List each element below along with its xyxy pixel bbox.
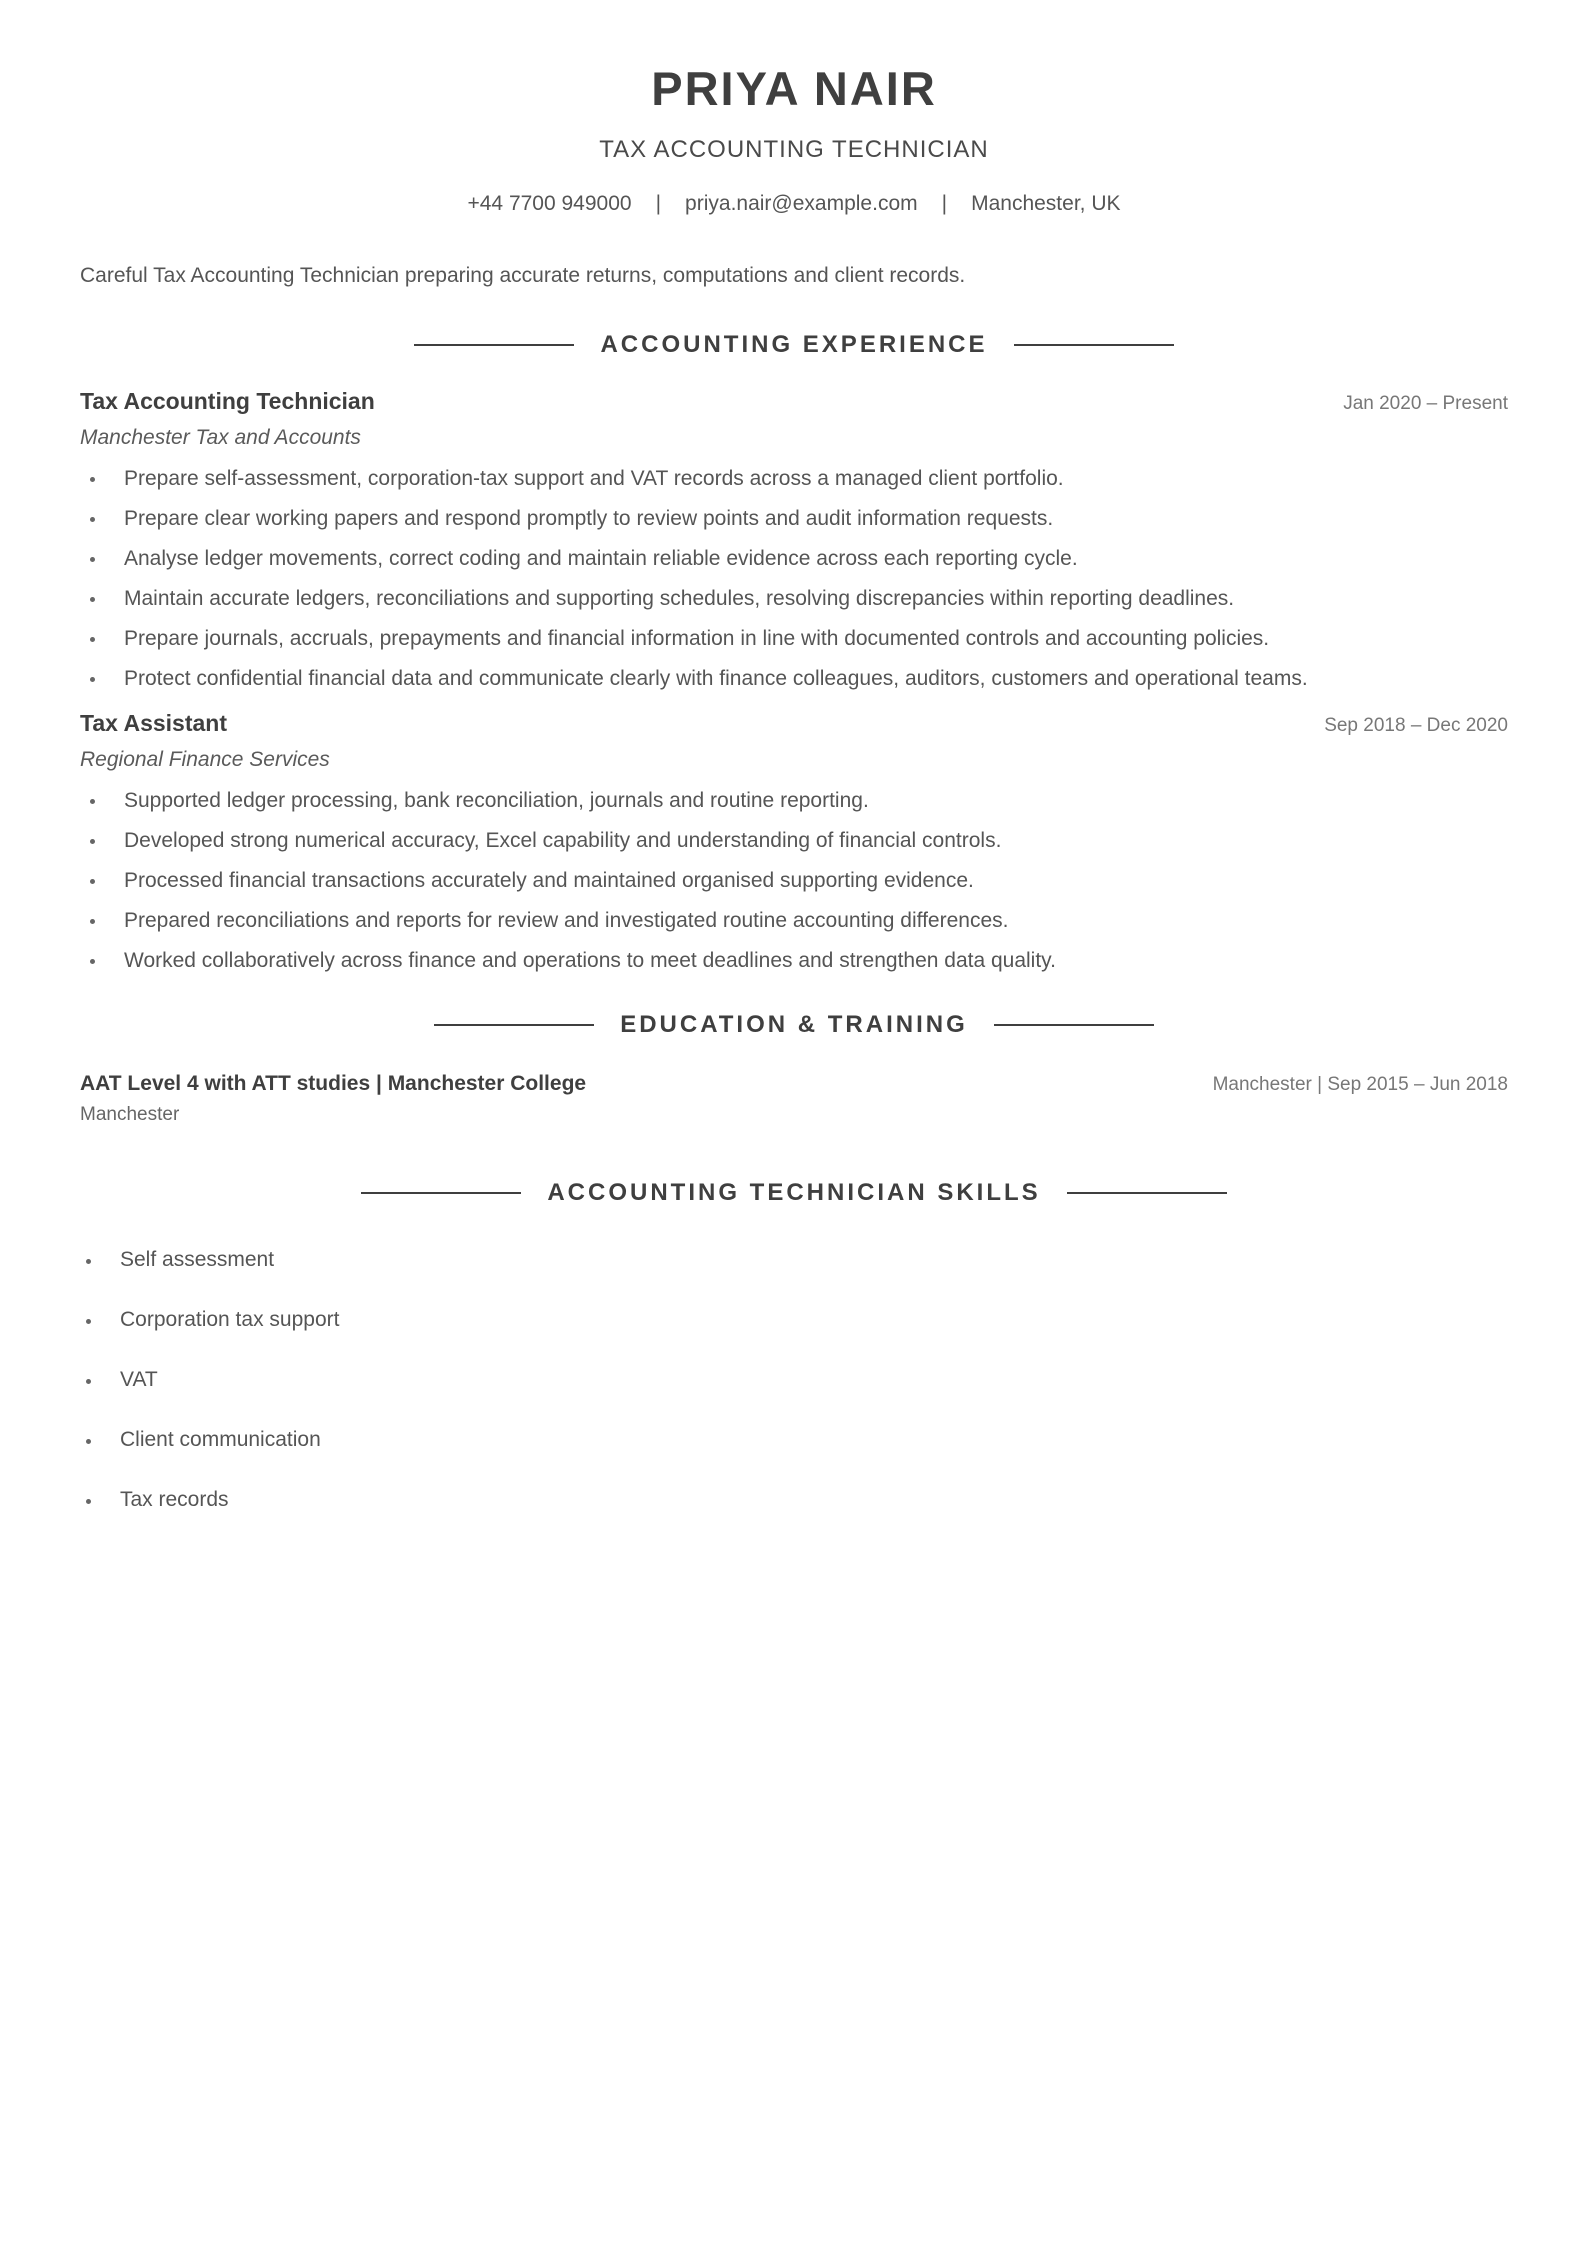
job-bullets xyxy=(80,787,1508,974)
list-item: Protect confidential financial data and communicate clearly with finance colleagues, auditors, customers and operational teams. xyxy=(80,665,1508,692)
job-dates: Jan 2020 – Present xyxy=(1343,393,1508,414)
job-entry xyxy=(80,710,1508,974)
heading-rule xyxy=(1067,1192,1227,1194)
contact-line xyxy=(80,190,1508,218)
section-title: ACCOUNTING TECHNICIAN SKILLS xyxy=(547,1179,1041,1206)
job-title: Tax Assistant xyxy=(80,710,227,736)
education-location: Manchester xyxy=(80,1104,180,1125)
summary: Careful Tax Accounting Technician preparing accurate returns, computations and client records. xyxy=(80,264,966,287)
heading-rule xyxy=(434,1024,594,1026)
list-item: Self assessment xyxy=(80,1246,1508,1274)
job-entry xyxy=(80,388,1508,692)
heading-rule xyxy=(414,344,574,346)
heading-rule xyxy=(994,1024,1154,1026)
job-title: Tax Accounting Technician xyxy=(80,388,375,414)
list-item: VAT xyxy=(80,1366,1508,1394)
education-entry xyxy=(80,1072,1508,1126)
education-meta: Manchester | Sep 2015 – Jun 2018 xyxy=(1212,1074,1508,1095)
job-company: Manchester Tax and Accounts xyxy=(80,426,361,449)
list-item: Analyse ledger movements, correct coding and maintain reliable evidence across each reporting cycle. xyxy=(80,545,1508,572)
list-item: Worked collaboratively across finance and operations to meet deadlines and strengthen data quality. xyxy=(80,947,1508,974)
job-dates: Sep 2018 – Dec 2020 xyxy=(1324,715,1508,736)
list-item: Maintain accurate ledgers, reconciliations and supporting schedules, resolving discrepancies within reporting deadlines. xyxy=(80,585,1508,612)
list-item: Corporation tax support xyxy=(80,1306,1508,1334)
skills-list xyxy=(80,1246,1508,1514)
list-item: Prepared reconciliations and reports for review and investigated routine accounting differences. xyxy=(80,907,1508,934)
job-bullets xyxy=(80,465,1508,692)
list-item: Tax records xyxy=(80,1486,1508,1514)
candidate-name: PRIYA NAIR xyxy=(651,62,937,115)
list-item: Client communication xyxy=(80,1426,1508,1454)
section-heading-education xyxy=(80,1008,1508,1042)
heading-rule xyxy=(361,1192,521,1194)
contact-separator: | xyxy=(655,192,662,215)
section-heading-skills xyxy=(80,1176,1508,1210)
education-title: AAT Level 4 with ATT studies | Manchester College xyxy=(80,1072,587,1095)
contact-separator: | xyxy=(941,192,948,215)
section-heading-experience xyxy=(80,328,1508,362)
heading-rule xyxy=(1014,344,1174,346)
candidate-role: TAX ACCOUNTING TECHNICIAN xyxy=(599,136,989,163)
email: priya.nair@example.com xyxy=(685,192,918,215)
phone: +44 7700 949000 xyxy=(467,192,632,215)
job-company: Regional Finance Services xyxy=(80,748,330,771)
list-item: Developed strong numerical accuracy, Excel capability and understanding of financial controls. xyxy=(80,827,1508,854)
location: Manchester, UK xyxy=(971,192,1121,215)
list-item: Processed financial transactions accurately and maintained organised supporting evidence. xyxy=(80,867,1508,894)
list-item: Prepare journals, accruals, prepayments and financial information in line with documented controls and accounting policies. xyxy=(80,625,1508,652)
list-item: Supported ledger processing, bank reconciliation, journals and routine reporting. xyxy=(80,787,1508,814)
list-item: Prepare self-assessment, corporation-tax support and VAT records across a managed client portfolio. xyxy=(80,465,1508,492)
section-title: EDUCATION & TRAINING xyxy=(620,1011,968,1038)
list-item: Prepare clear working papers and respond promptly to review points and audit information requests. xyxy=(80,505,1508,532)
section-title: ACCOUNTING EXPERIENCE xyxy=(600,331,988,358)
